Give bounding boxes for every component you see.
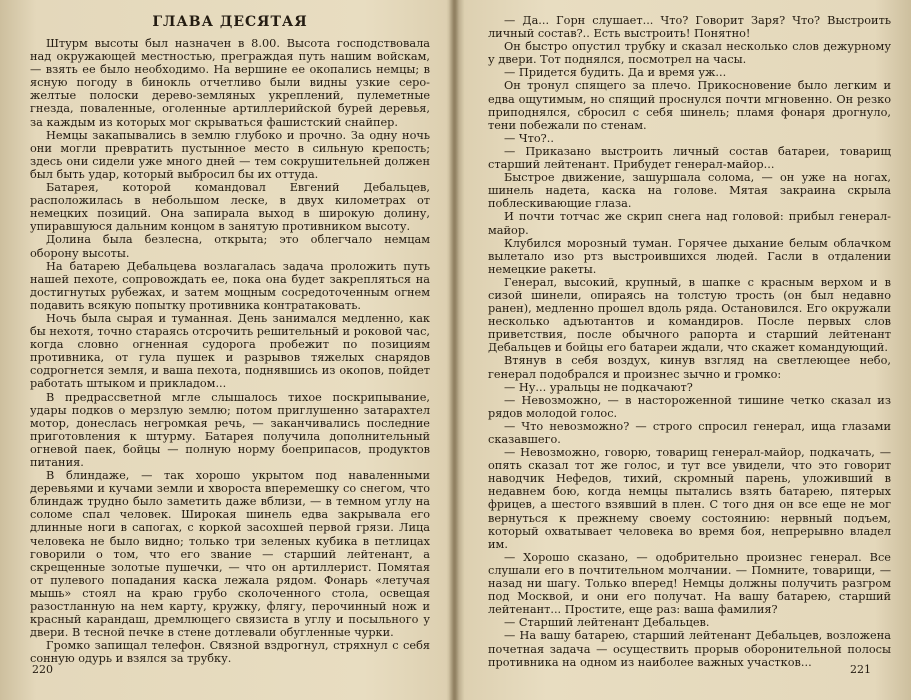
left-page xyxy=(0,0,452,700)
paragraph: — Невозможно, говорю, товарищ генерал-майор, подкачать, — опять сказал тот же голос, и тут все увидели, что это говорит наводчик Нефедов, тихий, скромный парень, уложивший в недавнем бою, когда немцы пытались взять батарею, пятерых фрицев, а шестого взявший в плен. С того дня он все еще не мог вернуться к прежнему своему состоянию: нервный подъем, который охватывает человека во время боя, непрерывно владел им. xyxy=(488,446,891,551)
paragraph: — Невозможно, — в настороженной тишине четко сказал из рядов молодой голос. xyxy=(488,393,891,420)
paragraph: — Да... Горн слушает... Что? Говорит Заря? Что? Выстроить личный состав?.. Есть выстроить! Понятно! xyxy=(488,14,891,41)
right-page xyxy=(458,0,911,700)
paragraph: Он тронул спящего за плечо. Прикосновение было легким и едва ощутимым, но спящий проснулся почти мгновенно. Он резко приподнялся, сбросил с себя шинель; пламя фонаря дрогнуло, тени побежали по стенам. xyxy=(488,79,891,132)
paragraph: И почти тотчас же скрип снега над головой: прибыл генерал-майор. xyxy=(488,210,891,237)
paragraph: В предрассветной мгле слышалось тихое поскрипывание, удары подков о мерзлую землю; потом приглушенно затарахтел мотор, донеслась негромкая речь, — заканчивались последние приготовления к штурму. Батарея получила дополнительный огневой паек, бойцы — полную норму боеприпасов, продуктов питания. xyxy=(30,390,430,469)
paragraph: Батарея, которой командовал Евгений Дебальцев, расположилась в небольшом леске, в двух километрах от немецких позиций. Она запирала выход в широкую долину, упиравшуюся дальним концом в занятую противником высоту. xyxy=(30,181,430,234)
paragraph: — Старший лейтенант Дебальцев. xyxy=(504,616,710,630)
paragraph: — Что?.. xyxy=(504,131,554,145)
paragraph: — На вашу батарею, старший лейтенант Дебальцев, возложена почетная задача — осуществить прорыв оборонительной полосы противника на одном из наиболее важных участков... xyxy=(488,629,891,669)
paragraph: — Что невозможно? — строго спросил генерал, ища глазами сказавшего. xyxy=(488,419,891,446)
paragraph: Клубился морозный туман. Горячее дыхание белым облачком вылетало изо ртз выстроившихся людей. Гасли в отдалении немецкие ракеты. xyxy=(488,236,891,276)
paragraph: — Хорошо сказано, — одобрительно произнес генерал. Все слушали его в почтительном молчании. — Помните, товарищи, — назад ни шагу. Только вперед! Немцы должны получить разгром под Москвой, и они его получат. На вашу батарею, старший лейтенант... Простите, еще раз: ваша фамилия? xyxy=(488,550,891,617)
paragraph: — Приказано выстроить личный состав батареи, товарищ старший лейтенант. Прибудет генерал-майор... xyxy=(488,144,891,172)
paragraph: На батарею Дебальцева возлагалась задача проложить путь нашей пехоте, сопровождать ее, пока она будет закрепляться на достигнутых рубежах, и затем мощным сосредоточенным огнем подавить всякую попытку противника контратаковать. xyxy=(30,259,430,312)
paragraph: Ночь была сырая и туманная. День занимался медленно, как бы нехотя, точно стараясь отсрочить решительный и роковой час, когда словно огненная судорога пробежит по позициям противника, от гула пушек и разрывов тяжелых снарядов содрогнется земля, и ваша пехота, поднявшись из окопов, пойдет работать штыком и прикладом... xyxy=(30,311,430,391)
paragraph: Громко запищал телефон. Связной вздрогнул, стряхнул с себя сонную одурь и взялся за трубку. xyxy=(30,639,430,666)
paragraph: В блиндаже, — так хорошо укрытом под наваленными деревьями и кучами земли и хвороста вперемешку со снегом, что блиндаж трудно было заметить даже вблизи, — в темном углу на соломе спал человек. Широкая шинель едва закрывала его длинные ноги в сапогах, с коркой засохшей первой грязи. Лица человека не было видно; только три зеленых кубика в петлицах говорили о том, что его звание — старший лейтенант, а скрещенные золотые пушечки, — что он артиллерист. Помятая от пулевого попадания каска лежала рядом. Фонарь «летучая мышь» стоял на краю грубо сколоченного стола, освещая разостланную на нем карту, кружку, флягу, перочинный нож и красный карандаш, дремлющего связиста в углу и посыльного у двери. В тесной печке в стене дотлевали обугленные чурки. xyxy=(30,469,430,640)
paragraph: Он быстро опустил трубку и сказал несколько слов дежурному у двери. Тот поднялся, посмотрел на часы. xyxy=(488,40,891,67)
right-page-text xyxy=(488,14,891,669)
paragraph: — Придется будить. Да и время уж... xyxy=(504,66,727,80)
page-number-right: 221 xyxy=(850,663,871,676)
paragraph: Генерал, высокий, крупный, в шапке с красным верхом и в сизой шинели, опираясь на толстую трость (он был недавно ранен), медленно прошел вдоль ряда. Остановился. Его окружали несколько адъютантов и командиров. После первых слов приветствия, после обычного рапорта и старший лейтенант Дебальцев и бойцы его батареи ждали, что скажет командующий. xyxy=(488,275,891,355)
page-number-left: 220 xyxy=(32,663,53,676)
paragraph: Быстрое движение, зашуршала солома, — он уже на ногах, шинель надета, каска на голове. Мятая закраина скрыла поблескивающие глаза. xyxy=(488,171,891,211)
chapter-title: ГЛАВА ДЕСЯТАЯ xyxy=(152,14,308,30)
paragraph: Втянув в себя воздух, кинув взгляд на светлеющее небо, генерал подобрался и произнес зычно и громко: xyxy=(488,354,891,381)
paragraph: Штурм высоты был назначен в 8.00. Высота господствовала над окружающей местностью, преграждая путь нашим войскам, — взять ее было необходимо. На вершине ее окопались немцы; в ясную погоду в бинокль отчетливо были видны узкие серо-желтые полоски дерево-земляных укреплений, пулеметные гнезда, поваленные, оголенные артиллерийской бурей деревья, за каждым из которых мог скрываться фашистский снайпер. xyxy=(30,37,430,129)
paragraph: Долина была безлесна, открыта; это облегчало немцам оборону высоты. xyxy=(30,233,430,260)
left-page-text xyxy=(30,37,430,666)
paragraph: Немцы закапывались в землю глубоко и прочно. За одну ночь они могли превратить пустынное место в сильную крепость; здесь они сидели уже много дней — тем сокрушительней должен был быть удар, который выбросил бы их оттуда. xyxy=(30,128,430,181)
paragraph: — Ну... уральцы не подкачают? xyxy=(504,380,693,394)
